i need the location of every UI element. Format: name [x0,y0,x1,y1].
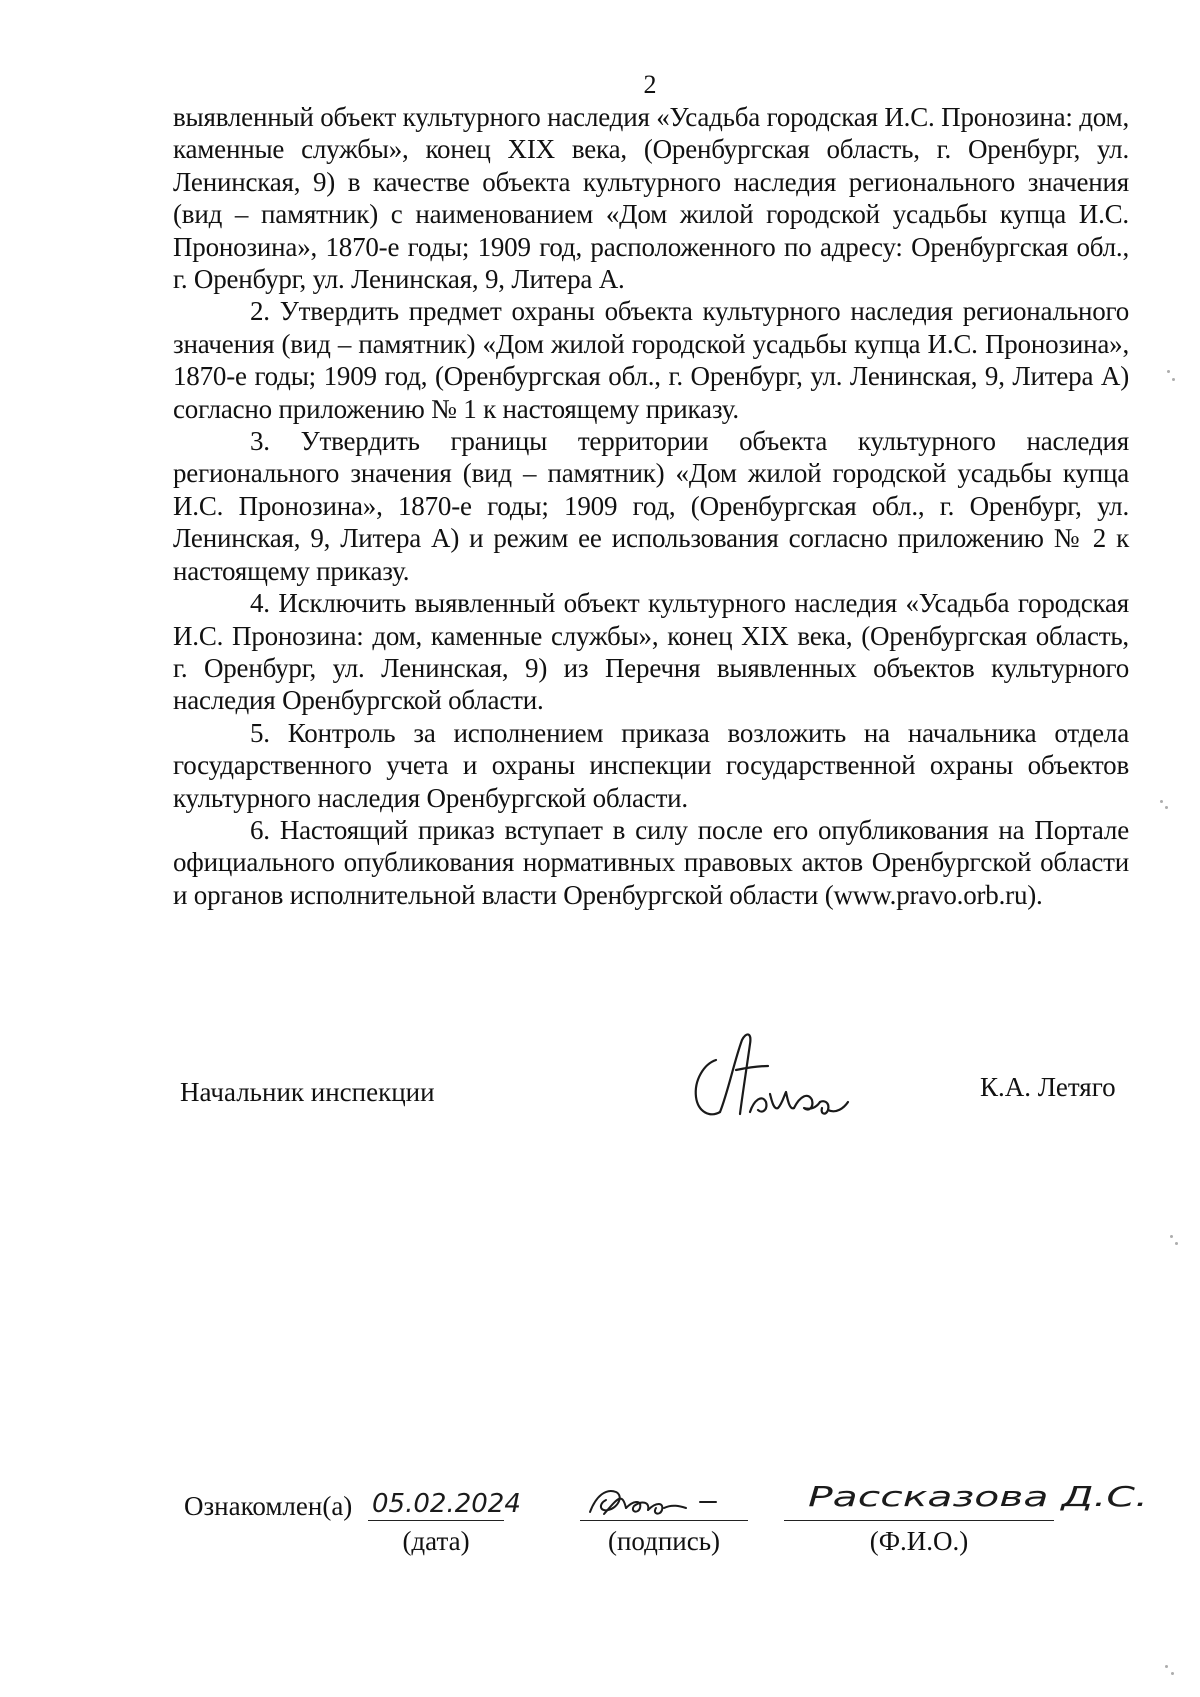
paragraph-item-6: 6. Настоящий приказ вступает в силу после его опубликования на Портале официального опубликования нормативных правовых актов Оренбургской области и органов исполнительной власти Оренбургской области (www.pravo.orb.ru). [173,814,1129,910]
date-line [368,1520,504,1521]
paragraph-continuation: выявленный объект культурного наследия «Усадьба городская И.С. Пронозина: дом, каменные службы», конец XIX века, (Оренбургская область, г. Оренбург, ул. Ленинская, 9) в качестве объекта культурного наследия регионального значения (вид – памятник) с наименованием «Дом жилой городской усадьбы купца И.С. Пронозина», 1870-е годы; 1909 год, расположенного по адресу: Оренбургская обл., г. Оренбург, ул. Ленинская, 9, Литера А. [173,102,1129,295]
paragraph-item-4: 4. Исключить выявленный объект культурного наследия «Усадьба городская И.С. Пронозина: дом, каменные службы», конец XIX века, (Оренбургская область, г. Оренбург, ул. Ленинская, 9) из Перечня выявленных объектов культурного наследия Оренбургской области. [173,588,1129,716]
acknowledgement-section [0,1480,1200,1580]
scan-speck [1160,800,1163,803]
name-caption: (Ф.И.О.) [869,1526,969,1556]
handwritten-ack-signature [582,1478,732,1522]
signatory-name: К.А. Летяго [980,1072,1116,1102]
date-caption: (дата) [402,1526,470,1556]
page-number: 2 [643,70,657,99]
handwritten-signature-image [676,1022,866,1132]
handwritten-date [368,1482,568,1524]
scan-speck [1167,370,1170,373]
scan-speck [1170,1235,1173,1238]
scan-speck [1172,378,1175,381]
paragraph-item-3: 3. Утвердить границы территории объекта культурного наследия регионального значения (вид – памятник) «Дом жилой городской усадьбы купца И.С. Пронозина», 1870-е годы; 1909 год, (Оренбургская обл., г. Оренбург, ул. Ленинская, 9, Литера А) и режим ее использования согласно приложению № 2 к настоящему приказу. [173,426,1129,586]
scan-speck [1175,1242,1178,1245]
signatory-title: Начальник инспекции [180,1077,435,1107]
name-line [784,1520,1054,1521]
handwritten-date-text: 05.02.2024 [372,1489,521,1519]
handwritten-name [802,1450,1172,1520]
signature-line [580,1520,748,1521]
paragraph-item-2: 2. Утвердить предмет охраны объекта культурного наследия регионального значения (вид – памятник) «Дом жилой городской усадьбы купца И.С. Пронозина», 1870-е годы; 1909 год, (Оренбургская обл., г. Оренбург, ул. Ленинская, 9, Литера А) согласно приложению № 1 к настоящему приказу. [173,296,1129,424]
acknowledged-label: Ознакомлен(а) [184,1491,353,1521]
scan-speck [1165,806,1168,809]
paragraph-item-5: 5. Контроль за исполнением приказа возложить на начальника отдела государственного учета и охраны инспекции государственной охраны объектов культурного наследия Оренбургской области. [173,717,1129,813]
scan-speck [1171,1672,1174,1675]
handwritten-name-text: Рассказова Д.С. [808,1480,1148,1513]
signature-caption: (подпись) [607,1526,721,1556]
scan-speck [1165,1665,1168,1668]
document-body [173,101,1129,911]
